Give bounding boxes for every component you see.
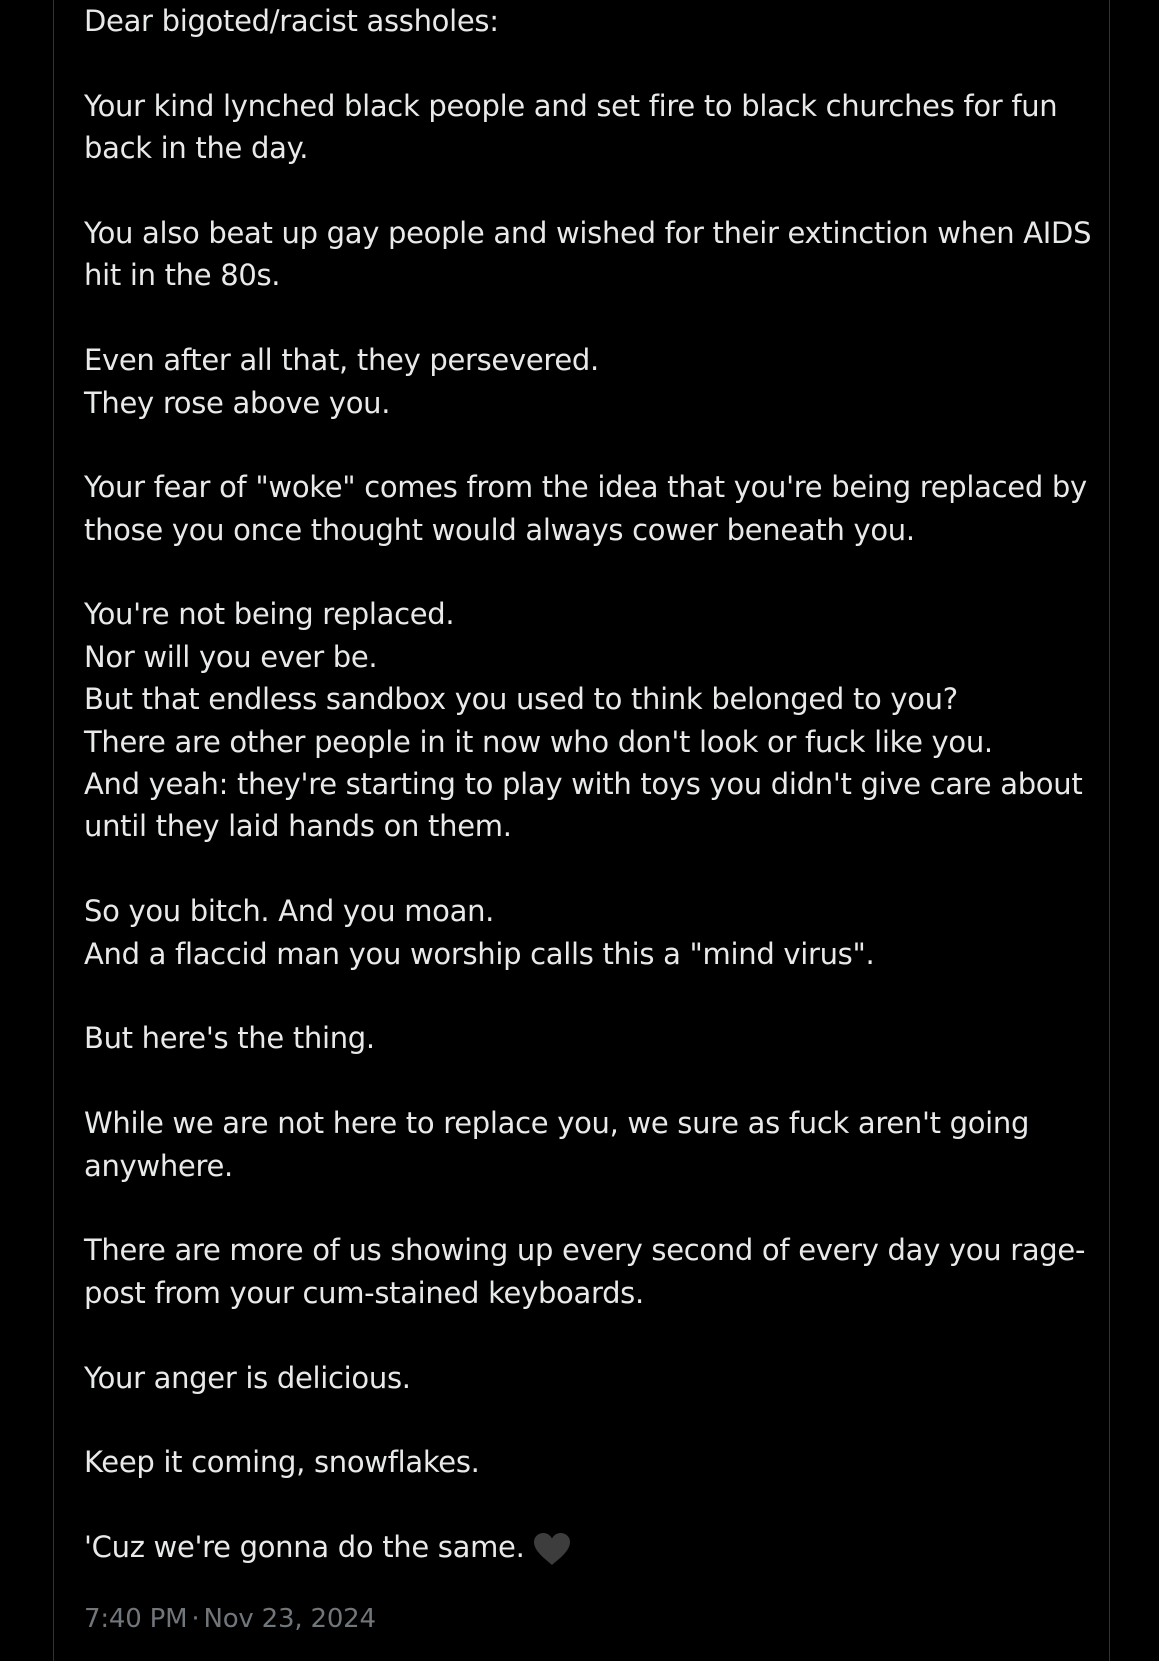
post-paragraph bbox=[84, 1017, 1084, 1059]
post-line: But here's the thing. bbox=[84, 1021, 375, 1056]
post-line: There are more of us showing up every second of every day you rage- bbox=[84, 1233, 1086, 1268]
post-final-text: 'Cuz we're gonna do the same. bbox=[84, 1530, 525, 1565]
post-paragraph bbox=[84, 1441, 1084, 1483]
post-column bbox=[53, 0, 1110, 1661]
post-paragraph bbox=[84, 212, 1092, 297]
post-line: anywhere. bbox=[84, 1148, 233, 1183]
post-paragraph bbox=[84, 339, 1084, 424]
post-paragraph bbox=[84, 1102, 1084, 1187]
post-line: Nor will you ever be. bbox=[84, 639, 378, 674]
post-body bbox=[84, 0, 1092, 1568]
post-line: And yeah: they're starting to play with toys you didn't give care about bbox=[84, 767, 1083, 802]
post-line: Keep it coming, snowflakes. bbox=[84, 1445, 480, 1480]
post-line: hit in the 80s. bbox=[84, 258, 281, 293]
post-line: those you once thought would always cower beneath you. bbox=[84, 512, 915, 547]
post-line: until they laid hands on them. bbox=[84, 809, 512, 844]
post-line: Dear bigoted/racist assholes: bbox=[84, 4, 499, 38]
post-line: You also beat up gay people and wished for their extinction when AIDS bbox=[84, 215, 1092, 250]
post-time: 7:40 PM bbox=[84, 1604, 188, 1634]
post-paragraph bbox=[84, 85, 1084, 170]
post-line: Even after all that, they persevered. bbox=[84, 343, 599, 378]
post-paragraph bbox=[84, 593, 1084, 847]
post-timestamp[interactable] bbox=[84, 1599, 376, 1639]
post-date: Nov 23, 2024 bbox=[203, 1604, 376, 1634]
black-heart-icon bbox=[533, 1532, 571, 1566]
post-line: post from your cum-stained keyboards. bbox=[84, 1275, 644, 1310]
post-line: While we are not here to replace you, we sure as fuck aren't going bbox=[84, 1106, 1030, 1141]
post-paragraph bbox=[84, 1229, 1084, 1314]
post-line: There are other people in it now who don't look or fuck like you. bbox=[84, 724, 993, 759]
timestamp-separator: · bbox=[191, 1604, 200, 1634]
post-paragraph bbox=[84, 1357, 1084, 1399]
post-line: Your anger is delicious. bbox=[84, 1360, 411, 1395]
post-paragraph bbox=[84, 890, 1084, 975]
post-line: So you bitch. And you moan. bbox=[84, 894, 495, 929]
post-line: They rose above you. bbox=[84, 385, 391, 420]
post-final-line bbox=[84, 1526, 1084, 1568]
post-line: But that endless sandbox you used to think belonged to you? bbox=[84, 682, 958, 717]
post-line: And a flaccid man you worship calls this a "mind virus". bbox=[84, 936, 875, 971]
post-paragraph bbox=[84, 0, 1084, 42]
post-line: back in the day. bbox=[84, 131, 309, 166]
post-line: You're not being replaced. bbox=[84, 597, 455, 632]
post-line: Your kind lynched black people and set fire to black churches for fun bbox=[84, 88, 1058, 123]
post-paragraph bbox=[84, 466, 1087, 551]
post-line: Your fear of "woke" comes from the idea that you're being replaced by bbox=[84, 470, 1087, 505]
